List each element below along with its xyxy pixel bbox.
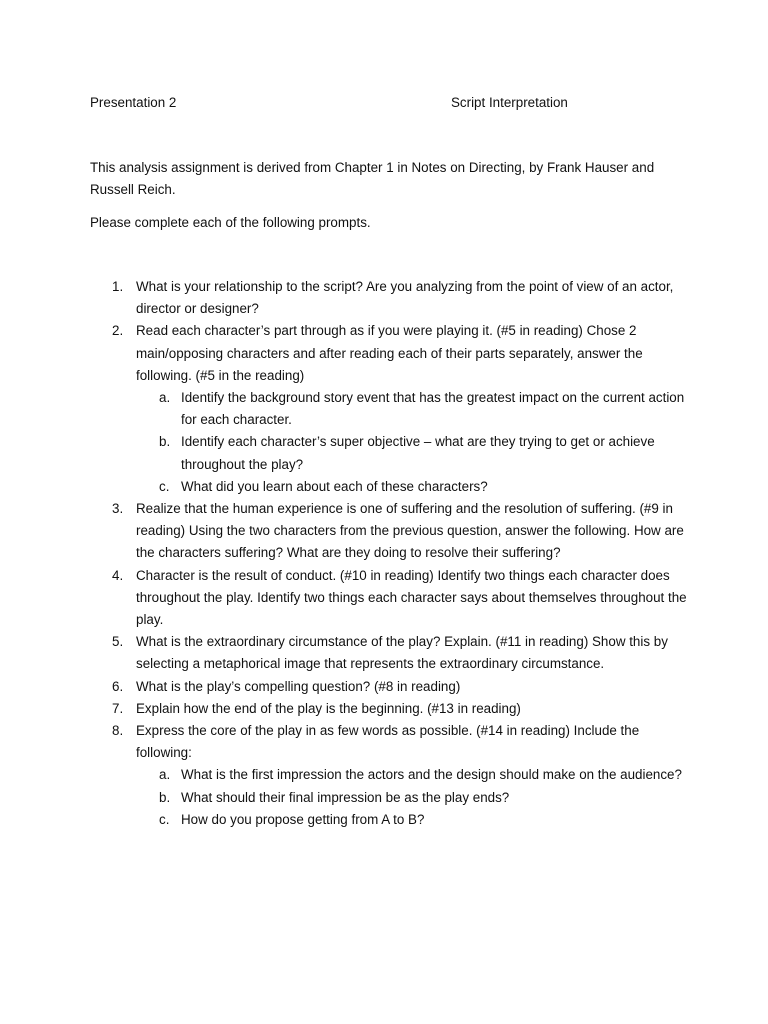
prompt-number: 2. [112, 323, 124, 339]
sub-prompt-item [90, 431, 690, 475]
sub-prompt-text: What is the first impression the actors and the design should make on the audience? [181, 767, 682, 783]
instruction-paragraph: Please complete each of the following prompts. [90, 215, 371, 230]
sub-prompt-letter: c. [159, 811, 170, 827]
prompt-text: What is your relationship to the script? Are you analyzing from the point of view of an actor, director or designer? [136, 279, 674, 317]
sub-prompt-text: How do you propose getting from A to B? [181, 811, 425, 827]
prompt-item [90, 676, 690, 698]
prompt-text: Character is the result of conduct. (#10 in reading) Identify two things each character does throughout the play. Identify two things each character says about themselves throughout the play. [136, 567, 687, 628]
prompt-item [90, 276, 690, 320]
sub-prompt-text: Identify the background story event that has the greatest impact on the current action for each character. [181, 390, 685, 428]
prompt-number: 7. [112, 700, 124, 716]
prompt-list [90, 276, 690, 831]
prompt-number: 5. [112, 634, 124, 650]
header-presentation-label: Presentation 2 [90, 95, 177, 110]
sub-prompt-item [90, 387, 690, 431]
sub-prompt-letter: b. [159, 789, 171, 805]
sub-prompt-letter: a. [159, 767, 171, 783]
prompt-item [90, 320, 690, 387]
sub-prompt-letter: c. [159, 478, 170, 494]
prompt-number: 3. [112, 501, 124, 517]
sub-prompt-text: What should their final impression be as the play ends? [181, 789, 510, 805]
prompt-number: 1. [112, 279, 124, 294]
prompt-text: What is the extraordinary circumstance of the play? Explain. (#11 in reading) Show this by selecting a metaphorical image that represents the extraordinary circumstance. [136, 634, 668, 672]
sub-prompt-text: Identify each character’s super objective – what are they trying to get or achieve throughout the play? [181, 434, 655, 472]
sub-prompt-letter: a. [159, 390, 171, 406]
prompt-item [90, 698, 690, 720]
sub-prompt-text: What did you learn about each of these characters? [181, 478, 488, 494]
prompt-item [90, 720, 690, 764]
intro-paragraph: This analysis assignment is derived from Chapter 1 in Notes on Directing, by Frank Hauser and Russell Reich. [90, 160, 655, 197]
prompt-text: Read each character’s part through as if you were playing it. (#5 in reading) Chose 2 main/opposing characters and after reading each of their parts separately, answer the following. (#5 in the reading) [136, 323, 643, 383]
prompt-number: 8. [112, 723, 124, 739]
header-title: Script Interpretation [451, 95, 568, 110]
sub-prompt-item [90, 476, 690, 498]
sub-prompt-item [90, 787, 690, 809]
sub-prompt-letter: b. [159, 434, 171, 450]
prompt-text: Express the core of the play in as few words as possible. (#14 in reading) Include the following: [136, 723, 640, 761]
prompt-item [90, 565, 690, 632]
prompt-text: Realize that the human experience is one of suffering and the resolution of suffering. (#9 in reading) Using the two characters from the previous question, answer the following. How are the characters suffering? What are they doing to resolve their suffering? [136, 501, 684, 561]
sub-prompt-item [90, 809, 690, 831]
prompt-item [90, 631, 690, 675]
prompt-number: 4. [112, 567, 124, 583]
prompt-item [90, 498, 690, 565]
sub-prompt-item [90, 764, 690, 786]
prompt-text: What is the play’s compelling question? (#8 in reading) [136, 678, 461, 694]
prompt-text: Explain how the end of the play is the beginning. (#13 in reading) [136, 700, 521, 716]
prompt-number: 6. [112, 678, 124, 694]
